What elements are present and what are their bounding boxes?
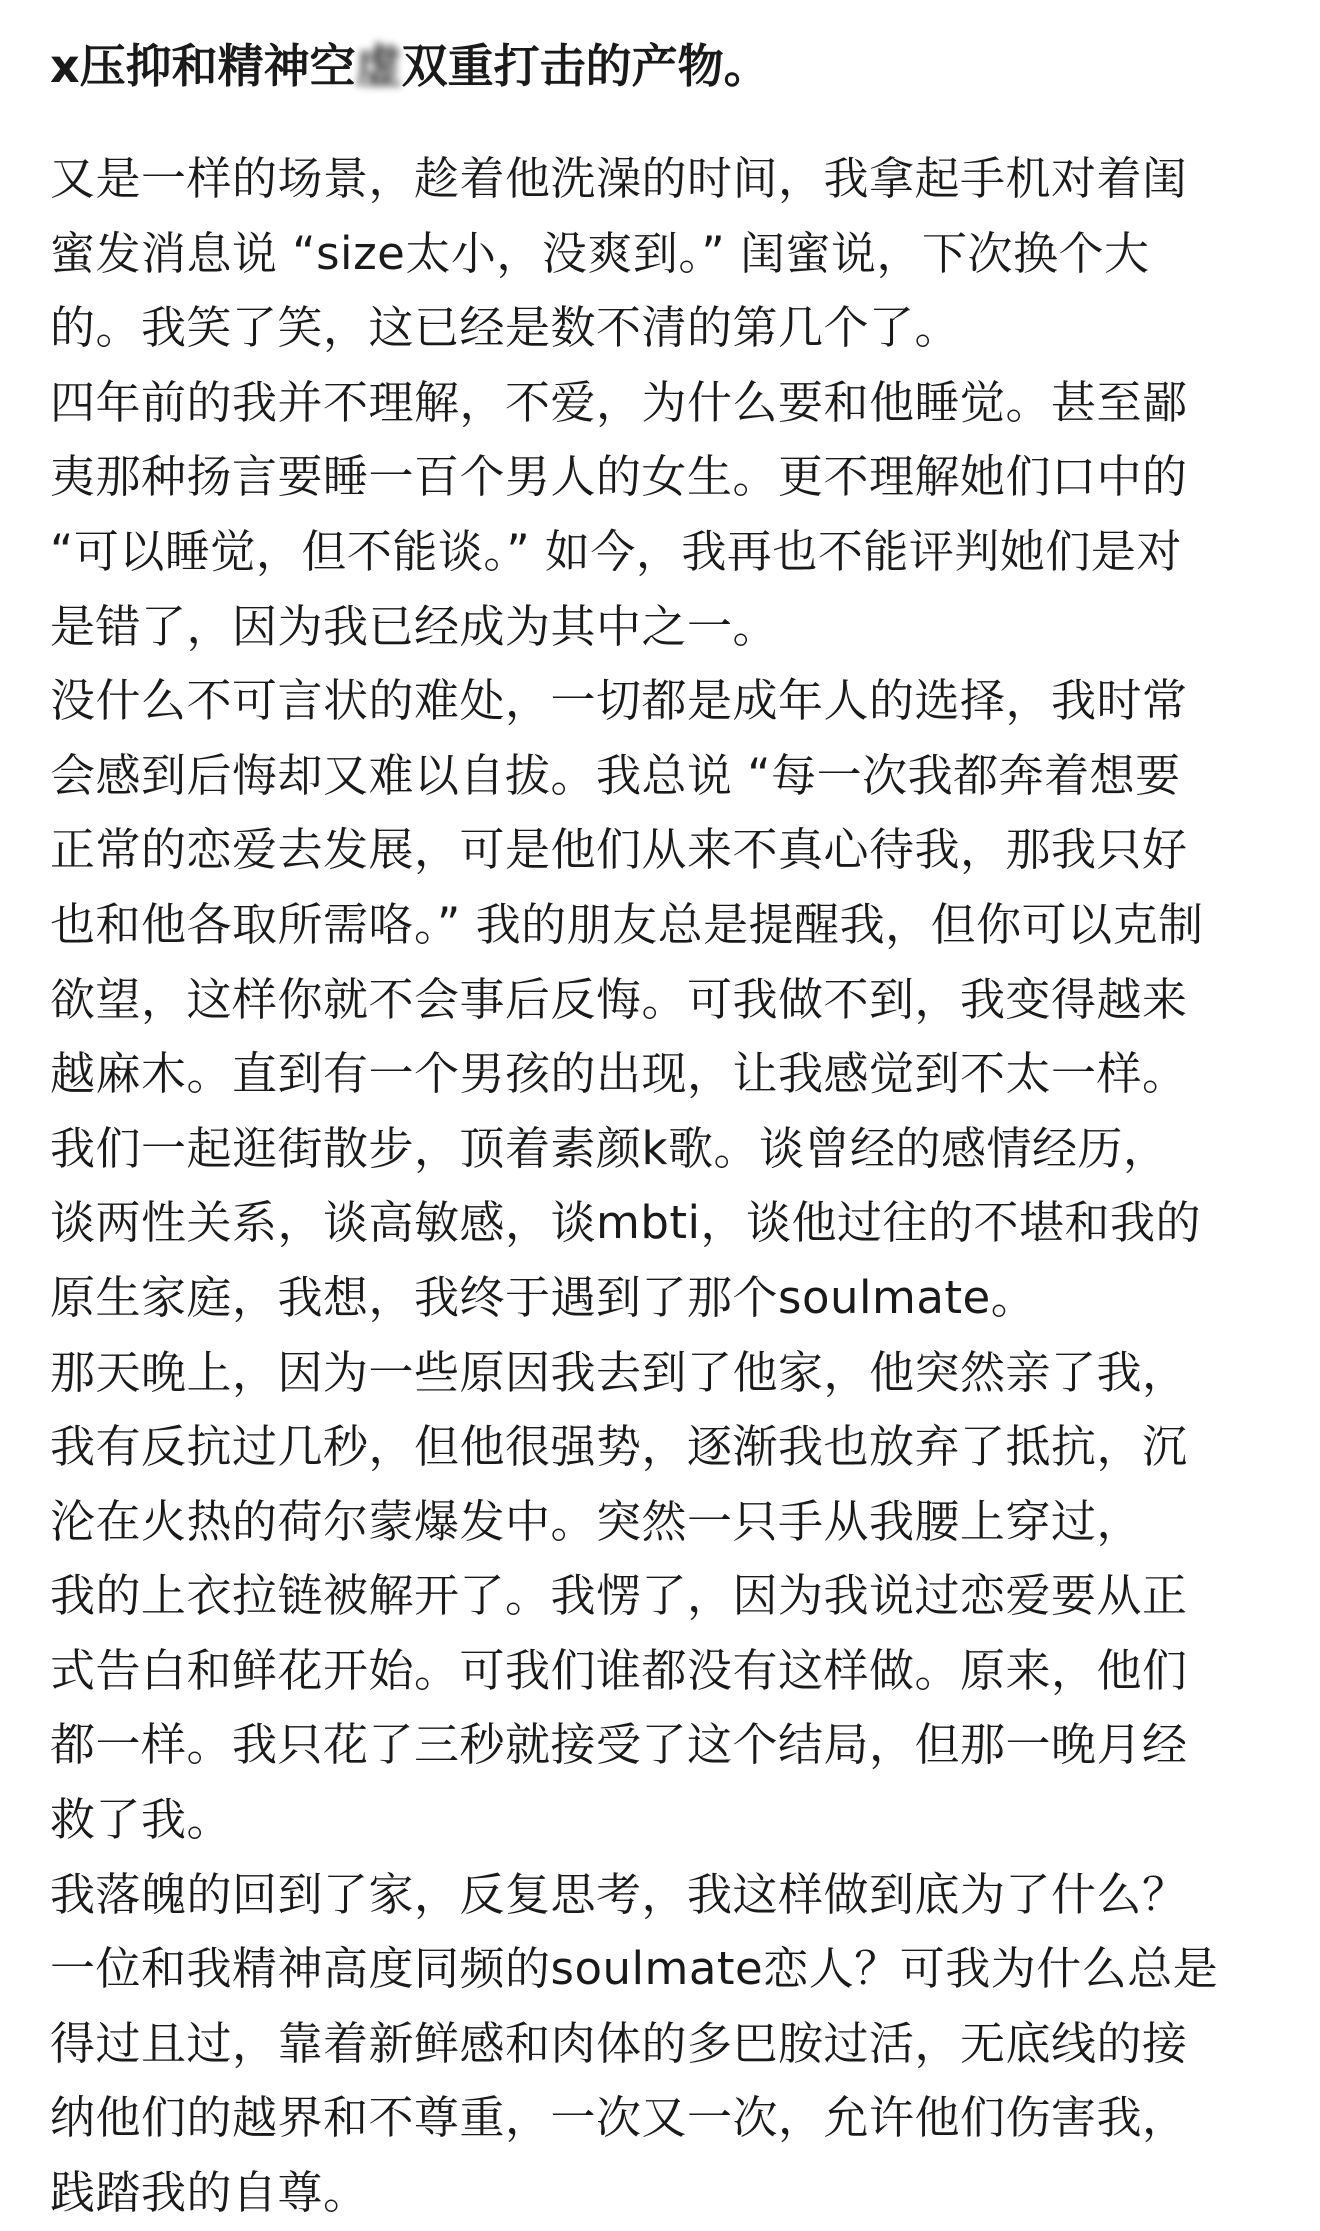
- title-text-start: x压抑和精神空: [50, 39, 356, 93]
- body-line: 蜜发消息说 “size太小，没爽到。” 闺蜜说，下次换个大: [50, 226, 1150, 280]
- body-line: 的。我笑了笑，这已经是数不清的第几个了。: [50, 301, 961, 355]
- body-line: 原生家庭，我想，我终于遇到了那个soulmate。: [50, 1270, 1037, 1324]
- body-line: 式告白和鲜花开始。可我们谁都没有这样做。原来，他们: [50, 1643, 1188, 1697]
- body-line: 我有反抗过几秒，但他很强势，逐渐我也放弃了抵抗，沉: [50, 1420, 1188, 1474]
- body-line: 夷那种扬言要睡一百个男人的女生。更不理解她们口中的: [50, 450, 1188, 504]
- body-line: 救了我。: [50, 1793, 233, 1847]
- body-line: 我的上衣拉链被解开了。我愣了，因为我说过恋爱要从正: [50, 1569, 1188, 1623]
- title-text-end: 双重打击的产物。: [401, 39, 770, 93]
- body-line: 都一样。我只花了三秒就接受了这个结局，但那一晚月经: [50, 1718, 1188, 1772]
- post-content: [50, 30, 1280, 2231]
- body-line: 沦在火热的荷尔蒙爆发中。突然一只手从我腰上穿过，: [50, 1494, 1143, 1548]
- body-line: 我落魄的回到了家，反复思考，我这样做到底为了什么？: [50, 1867, 1188, 1921]
- body-line: 正常的恋爱去发展，可是他们从来不真心待我，那我只好: [50, 823, 1188, 877]
- body-line: “可以睡觉，但不能谈。” 如今，我再也不能评判她们是对: [50, 524, 1182, 578]
- body-line: 欲望，这样你就不会事后反悔。可我做不到，我变得越来: [50, 972, 1188, 1026]
- post-title: [50, 30, 1280, 102]
- body-line: 会感到后悔却又难以自拔。我总说 “每一次我都奔着想要: [50, 748, 1181, 802]
- body-line: 践踏我的自尊。: [50, 2166, 369, 2220]
- body-line: 没什么不可言状的难处，一切都是成年人的选择，我时常: [50, 674, 1188, 728]
- title-blurred-char: 虚: [355, 39, 402, 93]
- body-line: 四年前的我并不理解，不爱，为什么要和他睡觉。甚至鄙: [50, 375, 1188, 429]
- post-body: [50, 142, 1280, 2231]
- body-line: 谈两性关系，谈高敏感，谈mbti，谈他过往的不堪和我的: [50, 1196, 1202, 1250]
- body-line: 那天晚上，因为一些原因我去到了他家，他突然亲了我，: [50, 1345, 1188, 1399]
- body-line: 是错了，因为我已经成为其中之一。: [50, 599, 779, 653]
- body-line: 又是一样的场景，趁着他洗澡的时间，我拿起手机对着闺: [50, 152, 1188, 205]
- body-line: 也和他各取所需咯。” 我的朋友总是提醒我，但你可以克制: [50, 897, 1204, 951]
- body-line: 我们一起逛街散步，顶着素颜k歌。谈曾经的感情经历，: [50, 1121, 1169, 1175]
- body-line: 一位和我精神高度同频的soulmate恋人？可我为什么总是: [50, 1942, 1219, 1996]
- body-line: 得过且过，靠着新鲜感和肉体的多巴胺过活，无底线的接: [50, 2016, 1188, 2070]
- body-line: 纳他们的越界和不尊重，一次又一次，允许他们伤害我，: [50, 2091, 1188, 2145]
- body-line: 越麻木。直到有一个男孩的出现，让我感觉到不太一样。: [50, 1047, 1188, 1101]
